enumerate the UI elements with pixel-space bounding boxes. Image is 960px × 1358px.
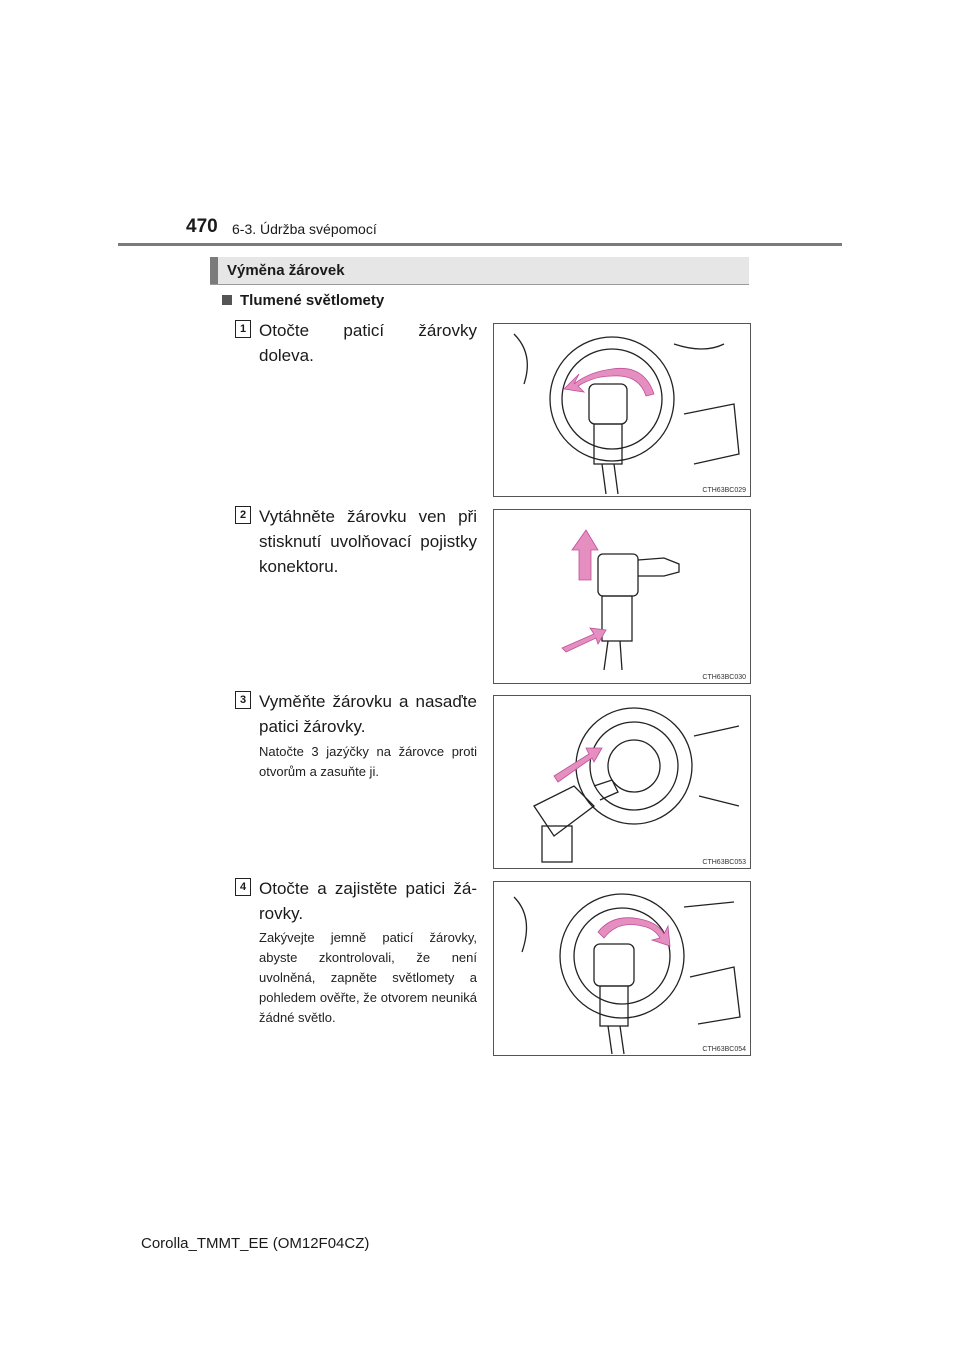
header-rule (118, 243, 842, 246)
figure-2 (493, 509, 751, 684)
step-2-badge: 2 (235, 506, 251, 524)
footer-doc-id: Corolla_TMMT_EE (OM12F04CZ) (141, 1235, 370, 1252)
step-3-note: Natočte 3 jazýčky na žárovce proti otvorům a zasuňte ji. (259, 744, 477, 779)
step-4-note: Zakývejte jemně paticí žárovky, abyste zkontrolovali, že není uvolněná, zapněte světlomety a pohledem ověřte, že otvorem neuniká žádné světlo. (259, 930, 477, 1025)
figure-2-code: CTH63BC030 (702, 674, 746, 681)
step-4-text: Otočte a zajistěte patici žá-rovky. (259, 879, 477, 923)
step-3-badge: 3 (235, 691, 251, 709)
subhead (222, 292, 384, 309)
banner-title: Výměna žárovek (227, 262, 345, 279)
step-1-badge: 1 (235, 320, 251, 338)
figure-1-code: CTH63BC029 (702, 487, 746, 494)
bulb-socket-rotate-left-illustration (494, 324, 750, 496)
figure-4 (493, 881, 751, 1056)
rotate-left-arrow (564, 368, 654, 396)
step-4-badge: 4 (235, 878, 251, 896)
section-title: 6-3. Údržba svépomocí (232, 221, 377, 237)
page-number: 470 (186, 216, 218, 237)
bulb-removal-illustration (494, 510, 750, 683)
step-1-text: Otočte paticí žárovky doleva. (259, 321, 477, 365)
press-release-arrow (562, 628, 606, 652)
figure-3 (493, 695, 751, 869)
rotate-right-arrow (598, 918, 670, 946)
bulb-insert-illustration (494, 696, 750, 868)
figure-3-code: CTH63BC053 (702, 859, 746, 866)
bulb-socket-rotate-lock-illustration (494, 882, 750, 1055)
section-banner (210, 257, 749, 285)
subhead-title: Tlumené světlomety (240, 292, 385, 309)
figure-4-code: CTH63BC054 (702, 1046, 746, 1053)
step-3-text: Vyměňte žárovku a nasaďte patici žárovky. (259, 692, 477, 736)
pull-up-arrow (572, 530, 598, 580)
square-bullet-icon (222, 295, 232, 305)
step-2-text: Vytáhněte žárovku ven při stisknutí uvolňovací pojistky konektoru. (259, 507, 477, 576)
banner-bar (210, 257, 218, 284)
figure-1 (493, 323, 751, 497)
